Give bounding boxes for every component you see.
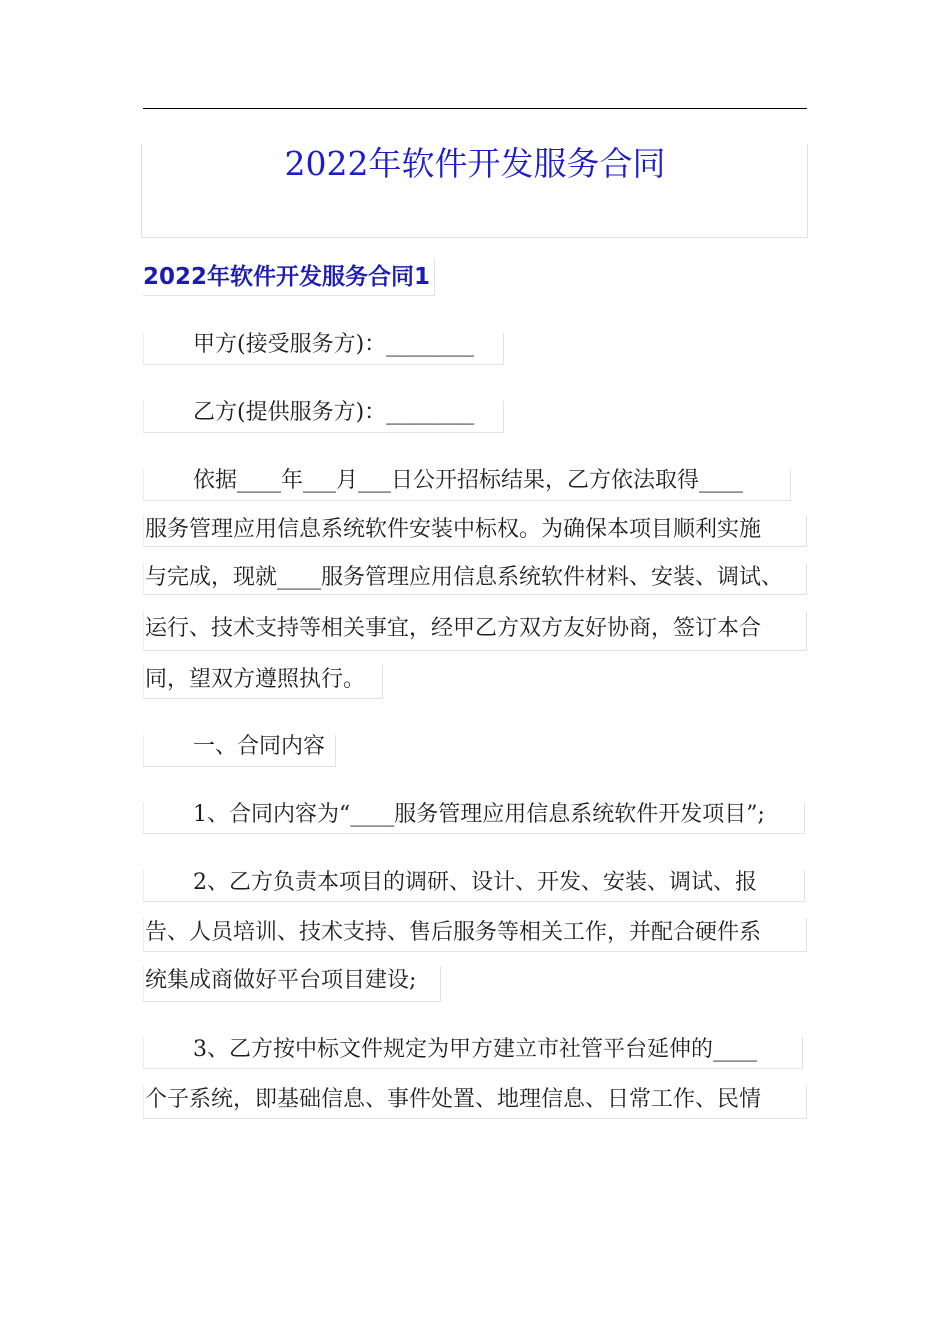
intro-line: 与完成，现就____服务管理应用信息系统软件材料、安装、调试、 bbox=[145, 565, 784, 590]
intro-line: 同，望双方遵照执行。 bbox=[145, 667, 366, 692]
item-2-line: 统集成商做好平台项目建设; bbox=[145, 968, 417, 993]
item-3-line: 3、乙方按中标文件规定为甲方建立市社管平台延伸的____ bbox=[193, 1037, 757, 1062]
party-a-line: 甲方(接受服务方)：________ bbox=[193, 332, 475, 357]
clause-heading: 一、合同内容 bbox=[193, 734, 326, 759]
document-title: 2022年软件开发服务合同 bbox=[284, 144, 666, 183]
header-rule bbox=[143, 108, 807, 109]
intro-line: 依据____年___月___日公开招标结果，乙方依法取得____ bbox=[193, 468, 744, 493]
item-3-line: 个子系统，即基础信息、事件处置、地理信息、日常工作、民情 bbox=[145, 1087, 762, 1112]
item-2-line: 2、乙方负责本项目的调研、设计、开发、安装、调试、报 bbox=[193, 870, 757, 895]
intro-line: 服务管理应用信息系统软件安装中标权。为确保本项目顺利实施 bbox=[145, 517, 762, 542]
party-b-line: 乙方(提供服务方)：________ bbox=[193, 400, 475, 425]
item-2-line: 告、人员培训、技术支持、售后服务等相关工作，并配合硬件系 bbox=[145, 920, 762, 945]
item-1: 1、合同内容为“____服务管理应用信息系统软件开发项目”; bbox=[193, 802, 765, 827]
section-heading: 2022年软件开发服务合同1 bbox=[143, 258, 435, 296]
intro-line: 运行、技术支持等相关事宜，经甲乙方双方友好协商，签订本合 bbox=[145, 616, 762, 641]
